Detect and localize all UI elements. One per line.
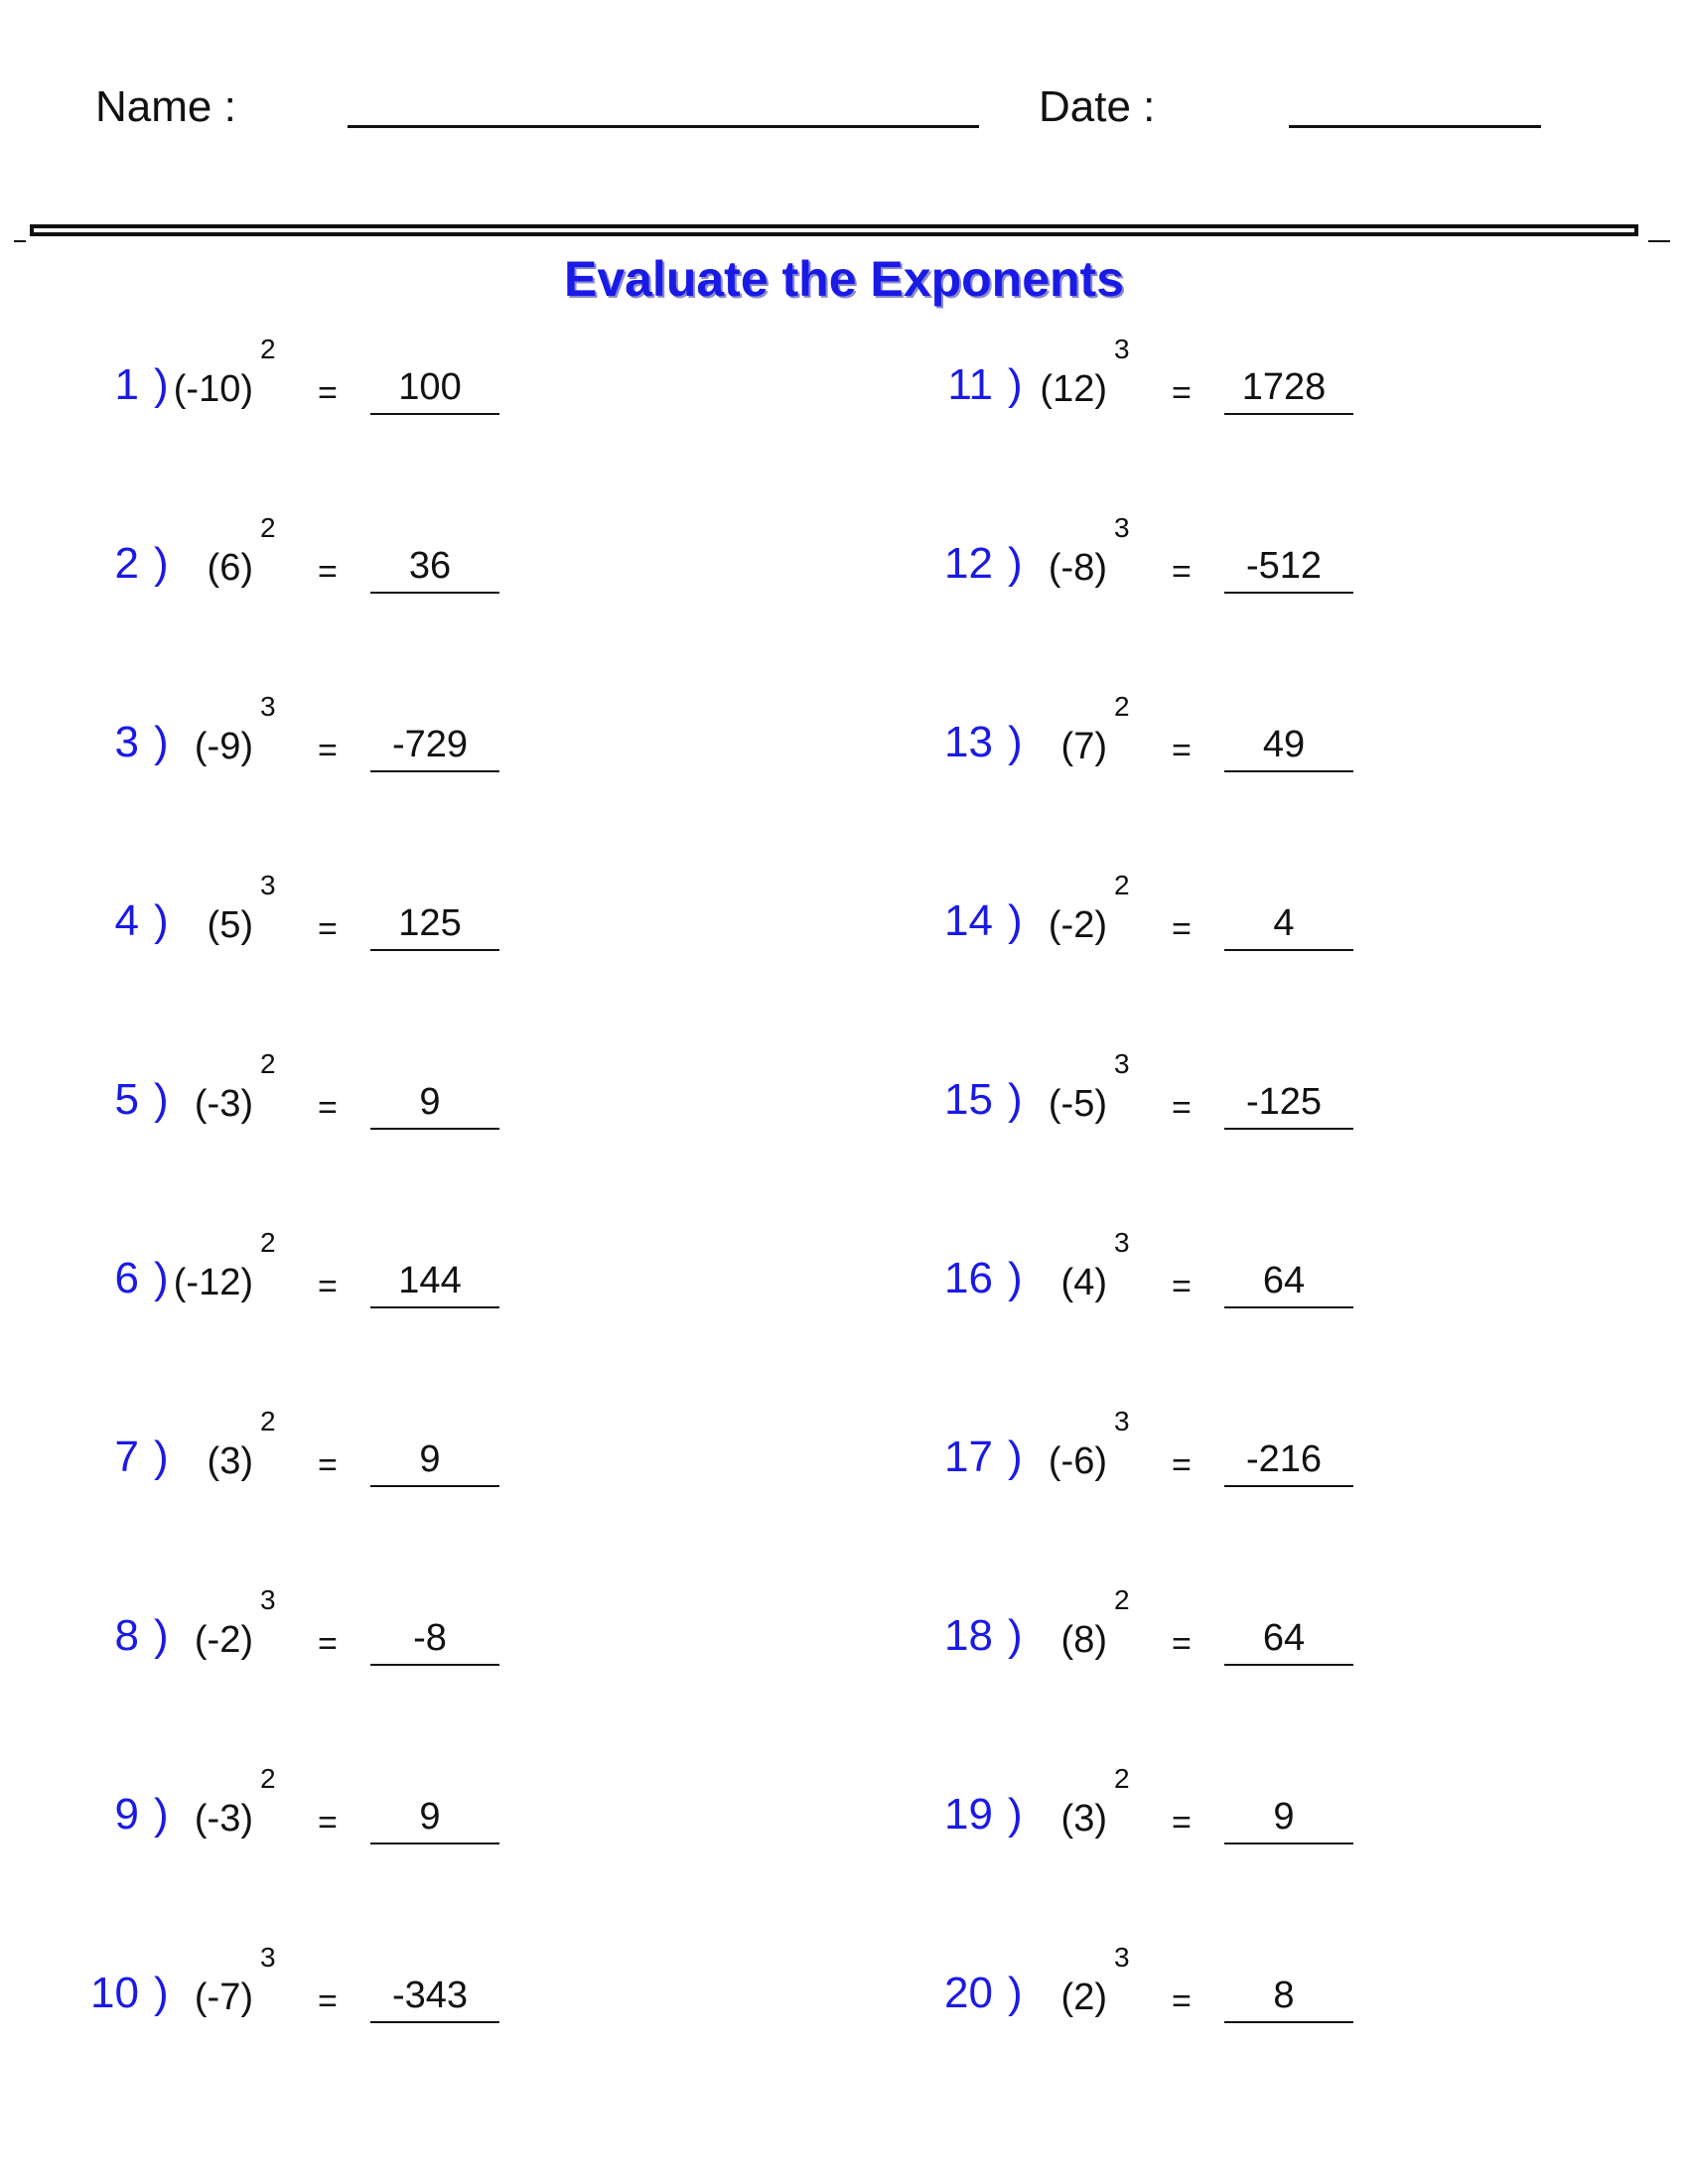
problem-base: (7) xyxy=(1060,726,1107,767)
problem-exponent: 3 xyxy=(260,870,276,900)
problem-item xyxy=(0,1942,596,2053)
problem-exponent: 2 xyxy=(1114,870,1130,900)
answer-blank[interactable] xyxy=(370,1251,499,1308)
answer-blank[interactable] xyxy=(370,1787,499,1844)
answer-value: 125 xyxy=(398,902,462,944)
problem-number: 8 xyxy=(114,1611,139,1660)
answer-value: 9 xyxy=(419,1081,441,1123)
answer-blank[interactable] xyxy=(1224,1430,1353,1487)
problem-base: (8) xyxy=(1060,1619,1107,1661)
answer-blank[interactable] xyxy=(1224,1608,1353,1666)
header-divider xyxy=(30,224,1638,236)
problem-exponent: 3 xyxy=(1114,1406,1130,1436)
problem-exponent: 3 xyxy=(260,691,276,722)
problem-exponent: 3 xyxy=(260,1942,276,1973)
problem-base: (-3) xyxy=(194,1083,253,1125)
problem-number-paren: ) xyxy=(1008,1969,1023,2017)
answer-value: 8 xyxy=(1273,1975,1295,2016)
problem-base: (5) xyxy=(207,904,253,946)
problem-exponent: 2 xyxy=(260,1406,276,1436)
problem-item xyxy=(854,1406,1450,1517)
name-label: Name : xyxy=(95,82,236,131)
problem-item xyxy=(0,1763,596,1874)
equals-sign: = xyxy=(1172,1268,1192,1305)
answer-blank[interactable] xyxy=(370,357,499,415)
answer-blank[interactable] xyxy=(370,536,499,594)
answer-blank[interactable] xyxy=(1224,536,1353,594)
problem-item xyxy=(854,691,1450,802)
equals-sign: = xyxy=(318,732,338,769)
problem-exponent: 3 xyxy=(1114,1048,1130,1079)
problem-item xyxy=(0,1406,596,1517)
problem-item xyxy=(854,1763,1450,1874)
problem-number-paren: ) xyxy=(154,1075,169,1124)
problem-number-paren: ) xyxy=(1008,896,1023,945)
answer-value: -8 xyxy=(413,1617,447,1659)
problem-number: 7 xyxy=(114,1433,139,1481)
equals-sign: = xyxy=(318,1446,338,1484)
problem-exponent: 2 xyxy=(260,1763,276,1794)
problem-number: 18 xyxy=(944,1611,993,1660)
problem-exponent: 3 xyxy=(260,1584,276,1615)
problem-base: (3) xyxy=(207,1440,253,1482)
problem-number: 17 xyxy=(944,1433,993,1481)
equals-sign: = xyxy=(1172,1804,1192,1842)
answer-value: 9 xyxy=(419,1796,441,1838)
equals-sign: = xyxy=(1172,910,1192,948)
answer-blank[interactable] xyxy=(1224,357,1353,415)
answer-blank[interactable] xyxy=(370,715,499,772)
problem-number: 3 xyxy=(114,718,139,766)
answer-value: -343 xyxy=(391,1975,469,2016)
problem-number-paren: ) xyxy=(1008,1790,1023,1839)
problem-number-paren: ) xyxy=(154,1790,169,1839)
equals-sign: = xyxy=(1172,1982,1192,2020)
rule-tick-right xyxy=(1648,240,1670,242)
answer-value: -729 xyxy=(391,724,469,765)
answer-value: 9 xyxy=(1273,1796,1295,1838)
problem-base: (-7) xyxy=(194,1977,253,2018)
answer-blank[interactable] xyxy=(1224,1072,1353,1130)
problem-number: 1 xyxy=(114,360,139,409)
answer-blank[interactable] xyxy=(370,893,499,951)
problem-item xyxy=(854,1227,1450,1338)
problem-exponent: 2 xyxy=(1114,691,1130,722)
answer-value: 144 xyxy=(398,1260,462,1301)
problem-number: 4 xyxy=(114,896,139,945)
answer-blank[interactable] xyxy=(1224,1251,1353,1308)
problem-base: (-3) xyxy=(194,1798,253,1840)
problem-number-paren: ) xyxy=(154,1969,169,2017)
answer-value: 1728 xyxy=(1241,366,1327,408)
problem-item xyxy=(0,1584,596,1696)
problem-number: 11 xyxy=(947,360,993,409)
problem-item xyxy=(0,691,596,802)
problem-exponent: 2 xyxy=(260,334,276,364)
problem-number: 19 xyxy=(944,1790,993,1839)
date-blank-line[interactable] xyxy=(1289,125,1541,128)
equals-sign: = xyxy=(1172,374,1192,412)
problem-exponent: 2 xyxy=(260,512,276,543)
problem-item xyxy=(854,1584,1450,1696)
problem-item xyxy=(854,870,1450,981)
problem-number: 10 xyxy=(90,1969,139,2017)
problem-number: 13 xyxy=(944,718,993,766)
problem-number-paren: ) xyxy=(1008,539,1023,588)
problem-item xyxy=(854,1048,1450,1160)
problem-number-paren: ) xyxy=(154,539,169,588)
problem-number-paren: ) xyxy=(154,1611,169,1660)
problem-item xyxy=(0,1048,596,1160)
answer-blank[interactable] xyxy=(1224,1787,1353,1844)
equals-sign: = xyxy=(318,1982,338,2020)
problem-exponent: 2 xyxy=(260,1227,276,1258)
answer-value: 64 xyxy=(1262,1260,1306,1301)
answer-value: 49 xyxy=(1262,724,1306,765)
equals-sign: = xyxy=(318,1625,338,1663)
problem-number: 15 xyxy=(944,1075,993,1124)
problem-item xyxy=(0,512,596,623)
problem-number: 6 xyxy=(114,1254,139,1302)
problem-number: 5 xyxy=(114,1075,139,1124)
problem-exponent: 2 xyxy=(1114,1584,1130,1615)
problem-base: (-5) xyxy=(1048,1083,1107,1125)
answer-value: 100 xyxy=(398,366,462,408)
problem-number: 2 xyxy=(114,539,139,588)
problem-base: (-12) xyxy=(173,1262,253,1303)
problem-number-paren: ) xyxy=(1008,1433,1023,1481)
answer-value: -216 xyxy=(1245,1438,1323,1480)
answer-value: -125 xyxy=(1245,1081,1323,1123)
problem-item xyxy=(854,1942,1450,2053)
problem-number-paren: ) xyxy=(154,896,169,945)
problem-number-paren: ) xyxy=(1008,360,1023,409)
equals-sign: = xyxy=(1172,553,1192,591)
equals-sign: = xyxy=(318,1089,338,1127)
equals-sign: = xyxy=(1172,1625,1192,1663)
problem-item xyxy=(0,334,596,445)
problem-base: (2) xyxy=(1060,1977,1107,2018)
answer-value: 9 xyxy=(419,1438,441,1480)
problem-base: (-6) xyxy=(1048,1440,1107,1482)
problem-base: (6) xyxy=(207,547,253,589)
problem-item xyxy=(0,870,596,981)
problem-number: 20 xyxy=(944,1969,993,2017)
problem-base: (-9) xyxy=(194,726,253,767)
problem-exponent: 2 xyxy=(260,1048,276,1079)
problem-number-paren: ) xyxy=(154,360,169,409)
answer-value: -512 xyxy=(1245,545,1323,587)
problem-number: 9 xyxy=(114,1790,139,1839)
answer-value: 36 xyxy=(408,545,452,587)
answer-value: 64 xyxy=(1262,1617,1306,1659)
equals-sign: = xyxy=(318,1804,338,1842)
problem-item xyxy=(854,334,1450,445)
problem-exponent: 3 xyxy=(1114,334,1130,364)
problem-exponent: 3 xyxy=(1114,512,1130,543)
problem-exponent: 3 xyxy=(1114,1942,1130,1973)
answer-blank[interactable] xyxy=(370,1608,499,1666)
problem-number: 12 xyxy=(944,539,993,588)
equals-sign: = xyxy=(318,374,338,412)
equals-sign: = xyxy=(318,910,338,948)
problem-item xyxy=(854,512,1450,623)
problem-number-paren: ) xyxy=(1008,1611,1023,1660)
answer-blank[interactable] xyxy=(1224,1966,1353,2023)
problem-exponent: 3 xyxy=(1114,1227,1130,1258)
problem-number-paren: ) xyxy=(1008,1254,1023,1302)
problem-exponent: 2 xyxy=(1114,1763,1130,1794)
equals-sign: = xyxy=(318,553,338,591)
answer-blank[interactable] xyxy=(370,1966,499,2023)
problem-item xyxy=(0,1227,596,1338)
problem-base: (3) xyxy=(1060,1798,1107,1840)
date-label: Date : xyxy=(1039,82,1156,131)
equals-sign: = xyxy=(1172,1446,1192,1484)
rule-tick-left xyxy=(14,240,26,242)
problem-base: (-10) xyxy=(173,368,253,410)
problem-number-paren: ) xyxy=(1008,718,1023,766)
problem-number-paren: ) xyxy=(154,1254,169,1302)
problem-base: (-2) xyxy=(194,1619,253,1661)
problem-base: (-2) xyxy=(1048,904,1107,946)
problem-base: (-8) xyxy=(1048,547,1107,589)
problem-base: (4) xyxy=(1060,1262,1107,1303)
name-blank-line[interactable] xyxy=(348,125,979,128)
problem-number-paren: ) xyxy=(1008,1075,1023,1124)
equals-sign: = xyxy=(1172,1089,1192,1127)
problem-number: 14 xyxy=(944,896,993,945)
equals-sign: = xyxy=(318,1268,338,1305)
problem-base: (12) xyxy=(1040,368,1107,410)
answer-blank[interactable] xyxy=(1224,715,1353,772)
problem-number: 16 xyxy=(944,1254,993,1302)
problem-number-paren: ) xyxy=(154,1433,169,1481)
answer-value: 4 xyxy=(1273,902,1295,944)
answer-blank[interactable] xyxy=(1224,893,1353,951)
answer-blank[interactable] xyxy=(370,1430,499,1487)
problem-number-paren: ) xyxy=(154,718,169,766)
answer-blank[interactable] xyxy=(370,1072,499,1130)
page-title: Evaluate the Exponents xyxy=(563,251,1125,307)
equals-sign: = xyxy=(1172,732,1192,769)
